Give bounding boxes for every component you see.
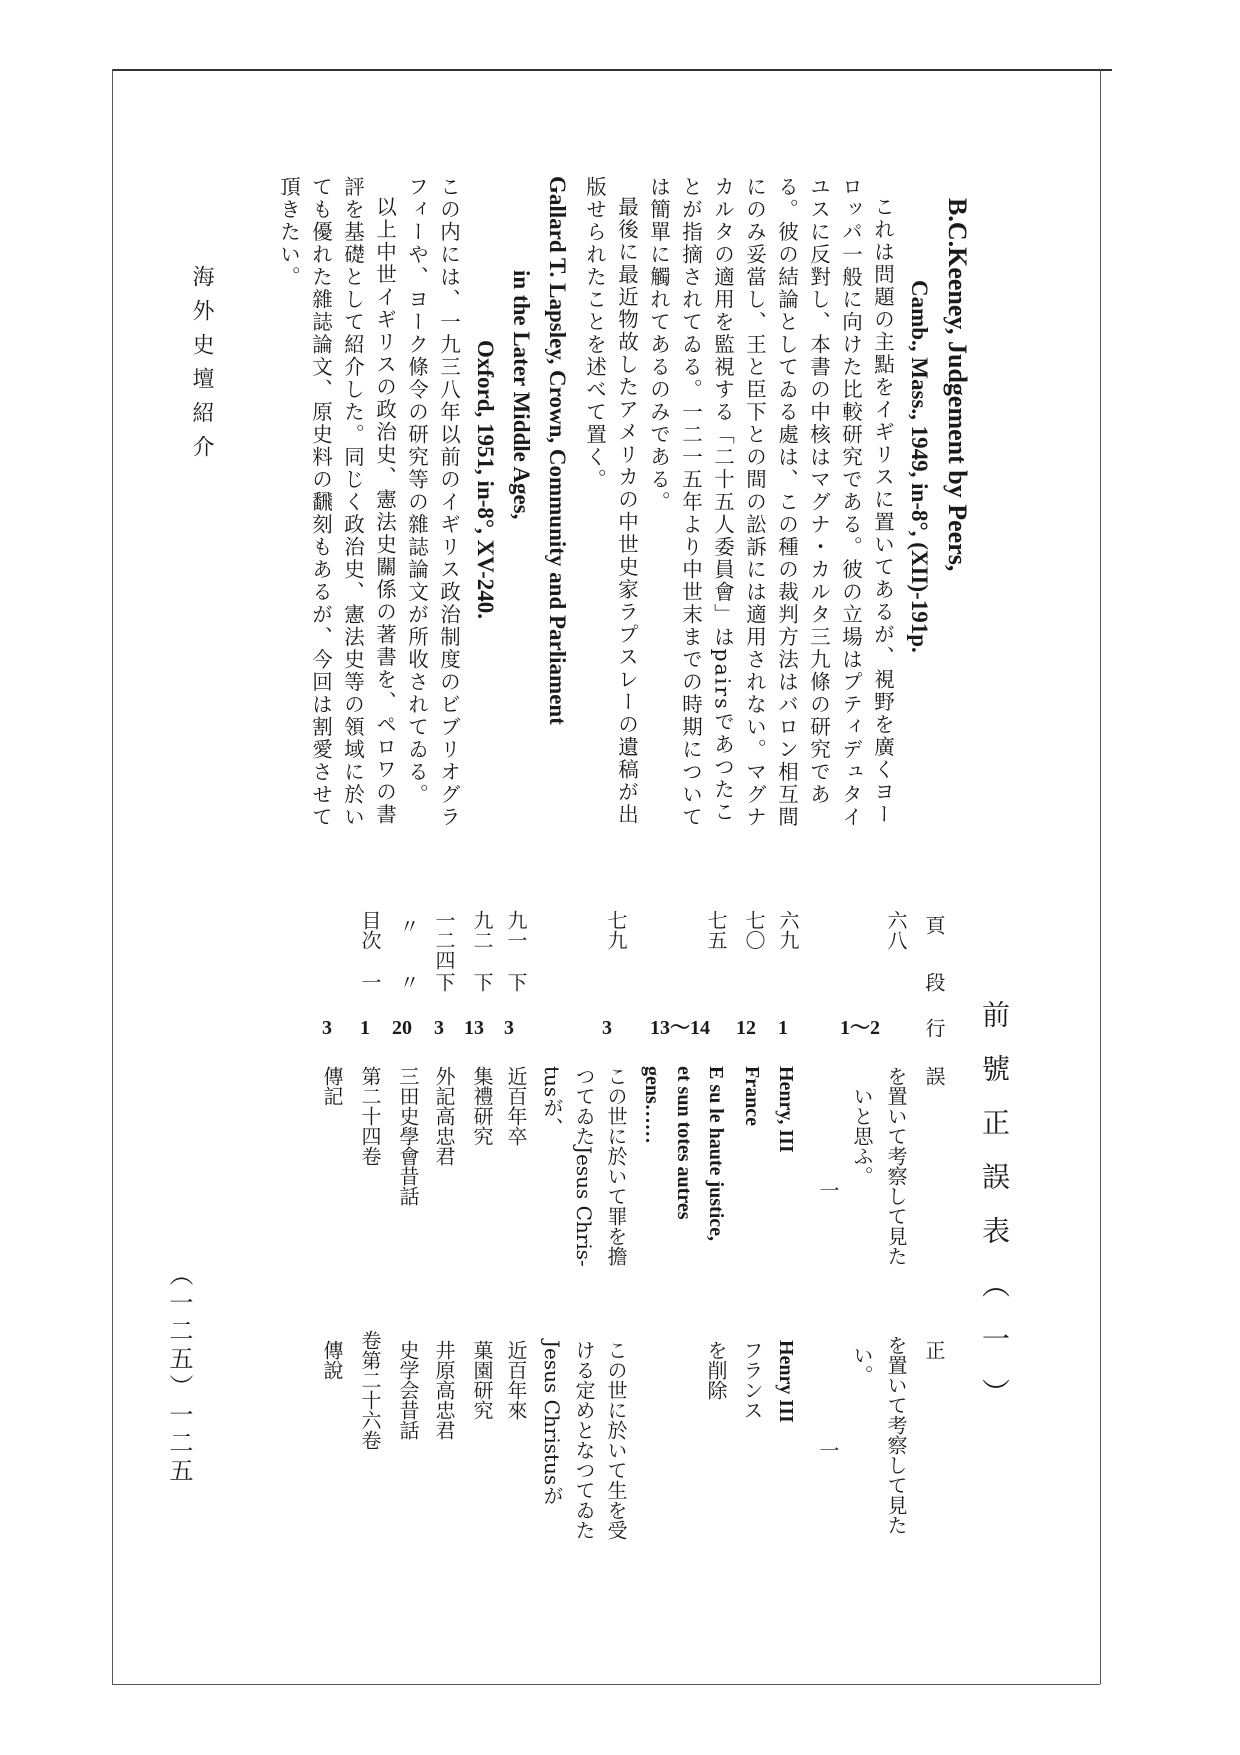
errata-right: 井原高忠君 [432,1340,456,1440]
errata-column: 下 [432,972,456,992]
errata-wrong: 近百年卒 [504,1066,528,1146]
errata-line: 20 [392,1017,412,1039]
errata-right: い。 [850,1345,874,1385]
errata-header-wrong: 誤 [922,1066,946,1086]
errata-page: 七〇 [742,910,766,950]
para1-line: これは問題の主點をイギリスに置いてあるが、視野を廣くヨー [870,196,895,826]
errata-line: 3 [322,1017,332,1039]
book2-title: Gallard T. Lapsley, Crown, Community and Parliament [545,176,570,725]
errata-line: 13 [464,1017,484,1039]
errata-right: を置いて考察して見た [884,1335,908,1535]
errata-right: Henry III [775,1340,797,1423]
errata-page: 七五 [704,910,728,950]
errata-line: 12 [736,1017,756,1039]
errata-page: 目次 [358,910,382,950]
book1-publication: Camb., Mass., 1949, in-8°, (XII)-191p. [907,280,932,653]
errata-column: 下 [470,972,494,992]
errata-wrong: 傳記 [320,1066,344,1106]
para2-line: 最後に最近物故したアメリカの中世史家ラプスレーの遺稿が出 [614,196,639,826]
para4-line: 頂きたい。 [276,176,301,289]
errata-wrong: つてゐたJesus Chris- [572,1066,596,1267]
errata-wrong: et sun totes autres [673,1066,695,1220]
errata-wrong: tusが、 [540,1066,564,1138]
book2-publication: Oxford, 1951, in-8°, XV-240. [473,340,498,620]
errata-wrong: 第二十四卷 [358,1066,382,1166]
errata-right: 菓園研究 [470,1340,494,1420]
errata-line: 3 [602,1017,612,1039]
errata-page: 九二 [470,910,494,950]
para1-line: は簡單に觸れてあるのみである。 [646,176,671,514]
bottom-rule [112,1684,1100,1685]
book1-title: B.C.Keeney, Judgement by Peers, [943,198,972,572]
errata-wrong: を置いて考察して見た [884,1066,908,1266]
page-number: （一二五）一二五 [165,1262,193,1486]
errata-page: 七九 [604,910,628,950]
para1-line: にのみ妥當し、王と臣下との間の訟訴には適用されない。マグナ [742,176,767,829]
errata-right: この世に於いて生を受 [604,1340,628,1540]
errata-line: 1 [778,1017,788,1039]
errata-wrong: 外記高忠君 [432,1066,456,1166]
section-header: 海外史壇紹介 [189,265,214,469]
para1-line: ユスに反對し、本書の中核はマグナ・カルタ三九條の研究であ [806,176,831,806]
para1-line: とが指摘されてゐる。一二一五年より中世末までの時期について [678,176,703,829]
errata-column: 下 [504,972,528,992]
errata-wrong: France [741,1066,763,1126]
errata-wrong: この世に於いて罪を擔 [604,1066,628,1266]
errata-right: フランス [740,1340,764,1420]
errata-right: 卷第二十六卷 [358,1330,382,1450]
para1-line: る。彼の結論としてゐる處は、この種の裁判方法はバロン相互間 [774,176,799,829]
errata-right: Jesus Christusが [540,1340,564,1506]
para2-line: 版せられたことを述べて置く。 [582,176,607,491]
errata-right: ける定めとなつてゐた [572,1340,596,1540]
errata-page: 六九 [776,910,800,950]
errata-line: 1 [360,1017,370,1039]
para4-line: 以上中世イギリスの政治史、憲法史關係の著書を、ペロワの書 [372,196,397,826]
para4-line: ても優れた雜誌論文、原史料の飜刻もあるが、今回は割愛させて [308,176,333,829]
errata-header-right: 正 [922,1340,946,1360]
book2-subtitle: in the Later Middle Ages, [509,270,534,520]
para1-line: ロッパ一般に向けた比較研究である。彼の立場はプティデュタイ [838,176,863,829]
errata-right: 傳說 [320,1340,344,1380]
errata-column: 〃 [396,972,420,992]
errata-page: 〃 [396,916,420,936]
errata-wrong: E su le haute justice, [705,1066,727,1241]
top-rule [112,69,1112,71]
errata-line: 3 [504,1017,514,1039]
errata-header-column: 段 [922,972,946,992]
para4-line: 評を基礎として紹介した。同じく政治史、憲法史等の領域に於い [340,176,365,829]
errata-right: を削除 [704,1340,728,1400]
para3-line: この内には、一九三八年以前のイギリス政治制度のビブリオグラ [436,176,461,829]
para3-line: フィーや、ヨーク條令の研究等の雜誌論文が所收されてゐる。 [404,176,429,806]
errata-wrong: 三田史學會昔話 [396,1066,420,1206]
errata-wrong: 集禮研究 [470,1066,494,1146]
errata-line: 3 [434,1017,444,1039]
errata-page: 一二四 [432,910,456,970]
errata-page: 九一 [504,910,528,950]
errata-right: 一 [816,1440,840,1460]
errata-line: 13～14 [650,1017,710,1039]
errata-wrong: 一 [816,1180,840,1200]
left-rule [112,69,113,1684]
errata-wrong: Henry, III [775,1066,797,1153]
errata-column: 一 [358,972,382,992]
errata-right: 近百年來 [504,1340,528,1420]
errata-wrong: いと思ふ。 [850,1086,874,1186]
para1-line: カルタの適用を監視する「二十五人委員會」はpairsであつたこ [710,176,735,824]
errata-header-page: 頁 [922,915,946,935]
errata-right: 史学会昔話 [396,1340,420,1440]
errata-title: 前號正誤表（一） [978,1000,1011,1432]
errata-header-line: 行 [922,1018,946,1038]
right-rule [1100,69,1101,1684]
errata-line: 1～2 [840,1017,880,1039]
errata-wrong: gens…… [641,1066,663,1144]
errata-page: 六八 [884,910,908,950]
